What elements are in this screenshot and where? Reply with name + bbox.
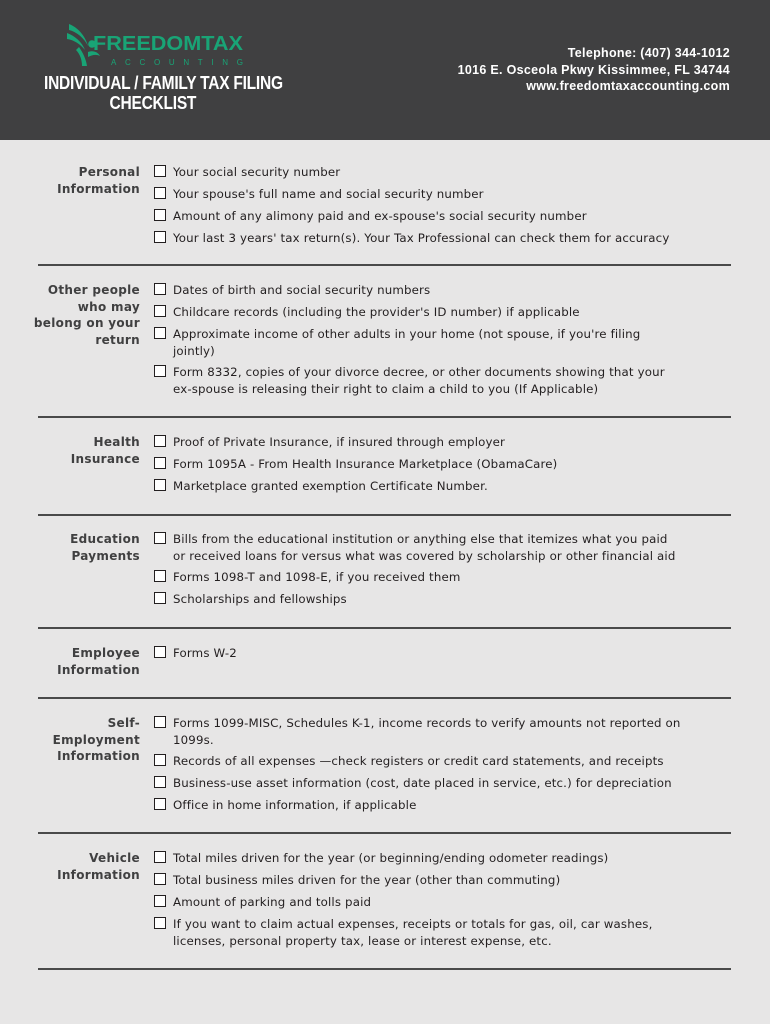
checklist-item-text: Your social security number bbox=[173, 165, 341, 179]
section-label-line: Personal bbox=[78, 165, 140, 179]
section-label bbox=[14, 434, 140, 467]
section-label-line: Self- bbox=[107, 716, 140, 730]
section-label bbox=[14, 282, 140, 348]
title-line-2: CHECKLIST bbox=[109, 92, 197, 113]
checkbox[interactable] bbox=[154, 646, 166, 658]
checklist-item-text: Proof of Private Insurance, if insured through employer bbox=[173, 435, 506, 449]
checkbox[interactable] bbox=[154, 895, 166, 907]
checkbox[interactable] bbox=[154, 851, 166, 863]
checklist-item-text: Amount of parking and tolls paid bbox=[173, 895, 372, 909]
checkbox[interactable] bbox=[154, 532, 166, 544]
checklist-item-text: Form 8332, copies of your divorce decree, or other documents showing that your bbox=[173, 365, 665, 379]
section-label bbox=[14, 850, 140, 883]
checklist-item-text: Dates of birth and social security numbers bbox=[173, 283, 431, 297]
checkbox[interactable] bbox=[154, 716, 166, 728]
header-banner bbox=[0, 0, 770, 140]
checkbox[interactable] bbox=[154, 209, 166, 221]
checkbox[interactable] bbox=[154, 592, 166, 604]
checklist-item-text: jointly) bbox=[173, 343, 215, 358]
checklist-item-text: Total business miles driven for the year (other than commuting) bbox=[173, 873, 561, 887]
checkbox[interactable] bbox=[154, 479, 166, 491]
checkbox[interactable] bbox=[154, 231, 166, 243]
checklist-item-text: Form 1095A - From Health Insurance Marketplace (ObamaCare) bbox=[173, 457, 558, 471]
section-label-line: Employee bbox=[71, 646, 140, 660]
section-label-line: Insurance bbox=[70, 451, 140, 466]
section-label bbox=[14, 715, 140, 765]
checkbox[interactable] bbox=[154, 798, 166, 810]
section-label-line: Information bbox=[57, 181, 140, 196]
section-divider bbox=[38, 627, 731, 629]
contact-website: www.freedomtaxaccounting.com bbox=[526, 79, 730, 93]
brand-name: FREEDOMTAX bbox=[93, 33, 244, 55]
section-divider bbox=[38, 264, 731, 266]
checkbox[interactable] bbox=[154, 917, 166, 929]
section-label-line: who may bbox=[77, 299, 140, 314]
checkbox[interactable] bbox=[154, 754, 166, 766]
checklist-item-text: Your last 3 years' tax return(s). Your Tax Professional can check them for accuracy bbox=[173, 231, 670, 245]
section-label-line: Vehicle bbox=[89, 851, 140, 865]
checklist-item-text: Approximate income of other adults in your home (not spouse, if you're filing bbox=[173, 327, 641, 341]
section-label-line: belong on your bbox=[33, 316, 140, 330]
checklist-item-text: Amount of any alimony paid and ex-spouse's social security number bbox=[173, 209, 587, 223]
section-label bbox=[14, 531, 140, 564]
checkbox[interactable] bbox=[154, 165, 166, 177]
section-label-line: Education bbox=[70, 532, 140, 546]
checkbox[interactable] bbox=[154, 365, 166, 377]
checkbox[interactable] bbox=[154, 570, 166, 582]
section-label-line: Information bbox=[57, 867, 140, 882]
checkbox[interactable] bbox=[154, 873, 166, 885]
contact-phone: Telephone: (407) 344-1012 bbox=[567, 46, 730, 60]
checklist-item-text: Office in home information, if applicable bbox=[173, 798, 417, 812]
checklist-item-text: ex-spouse is releasing their right to claim a child to you (If Applicable) bbox=[173, 381, 599, 396]
section-divider bbox=[38, 697, 731, 699]
checklist-item-text: If you want to claim actual expenses, receipts or totals for gas, oil, car washes, bbox=[173, 917, 653, 931]
checkbox[interactable] bbox=[154, 457, 166, 469]
checklist-item-text: licenses, personal property tax, lease or interest expense, etc. bbox=[173, 933, 552, 948]
section-label-line: Employment bbox=[52, 732, 140, 747]
checklist-item-text: Marketplace granted exemption Certificate Number. bbox=[173, 479, 488, 493]
checklist-item-text: Scholarships and fellowships bbox=[173, 592, 347, 606]
checklist-item-text: Forms 1098-T and 1098-E, if you received them bbox=[173, 570, 461, 584]
section-label-line: Other people bbox=[47, 283, 140, 297]
checkbox[interactable] bbox=[154, 283, 166, 295]
title-line-1: INDIVIDUAL / FAMILY TAX FILING bbox=[44, 72, 283, 93]
freedomtax-logo bbox=[63, 22, 253, 72]
checklist-item-text: 1099s. bbox=[173, 732, 214, 747]
section-divider bbox=[38, 832, 731, 834]
section-label-line: Payments bbox=[71, 548, 140, 563]
brand-tagline: ACCOUNTING bbox=[111, 58, 243, 67]
section-divider bbox=[38, 514, 731, 516]
checkbox[interactable] bbox=[154, 187, 166, 199]
checkbox[interactable] bbox=[154, 435, 166, 447]
checkbox[interactable] bbox=[154, 327, 166, 339]
section-label-line: Information bbox=[57, 749, 140, 763]
checklist-item-text: Business-use asset information (cost, date placed in service, etc.) for depreciation bbox=[173, 776, 672, 790]
contact-address: 1016 E. Osceola Pkwy Kissimmee, FL 34744 bbox=[457, 62, 730, 77]
checklist-item-text: Your spouse's full name and social security number bbox=[173, 187, 484, 201]
section-label bbox=[14, 645, 140, 678]
checklist-item-text: Childcare records (including the provider's ID number) if applicable bbox=[173, 305, 580, 319]
checklist-item-text: Forms W-2 bbox=[173, 646, 237, 660]
checkbox[interactable] bbox=[154, 776, 166, 788]
checkbox[interactable] bbox=[154, 305, 166, 317]
checklist-item-text: Total miles driven for the year (or beginning/ending odometer readings) bbox=[173, 851, 609, 865]
checklist-item-text: Forms 1099-MISC, Schedules K-1, income records to verify amounts not reported on bbox=[173, 716, 681, 730]
checklist-item-text: Records of all expenses —check registers or credit card statements, and receipts bbox=[173, 754, 664, 768]
document-title bbox=[44, 73, 296, 113]
section-label bbox=[14, 164, 140, 197]
checklist-item-text: Bills from the educational institution or anything else that itemizes what you paid bbox=[173, 532, 668, 546]
checklist-item-text: or received loans for versus what was covered by scholarship or other financial aid bbox=[173, 548, 676, 563]
section-divider bbox=[38, 968, 731, 970]
section-label-line: return bbox=[95, 332, 140, 347]
section-label-line: Health bbox=[93, 435, 140, 449]
section-label-line: Information bbox=[57, 662, 140, 677]
section-divider bbox=[38, 416, 731, 418]
contact-block bbox=[458, 45, 730, 95]
